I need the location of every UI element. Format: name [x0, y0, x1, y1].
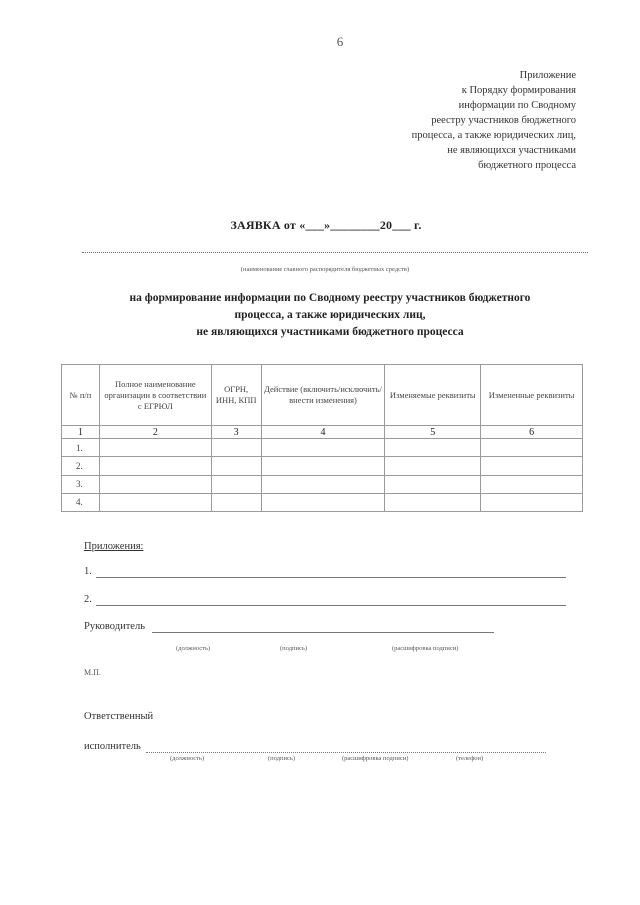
attachment-number: 1. — [84, 566, 92, 577]
column-header: Изменяемые реквизиты — [385, 365, 481, 426]
column-header: ОГРН, ИНН, КПП — [211, 365, 261, 426]
column-header: № п/п — [62, 365, 100, 426]
appendix-line: не являющихся участниками — [447, 145, 576, 156]
subtitle-line: не являющихся участниками бюджетного процесса — [196, 326, 464, 338]
column-number: 3 — [211, 426, 261, 439]
document-subtitle — [60, 290, 600, 341]
table-cell[interactable] — [481, 493, 583, 511]
appendix-line: информации по Сводному — [458, 100, 576, 111]
table-cell[interactable] — [211, 457, 261, 475]
stamp-placeholder: М.П. — [84, 668, 101, 677]
head-caption-position: (должность) — [176, 645, 211, 652]
appendix-line: бюджетного процесса — [478, 160, 576, 171]
attachment-number: 2. — [84, 594, 92, 605]
applicant-caption: (наименование главного распорядителя бюджетных средств) — [240, 266, 410, 273]
row-number: 1. — [62, 439, 100, 457]
column-header: Полное наименование организации в соответствии с ЕГРЮЛ — [99, 365, 211, 426]
table-header-row — [62, 365, 583, 426]
head-label: Руководитель — [84, 621, 145, 632]
table-cell[interactable] — [481, 439, 583, 457]
appendix-line: процесса, а также юридических лиц, — [411, 130, 576, 141]
table-cell[interactable] — [261, 457, 385, 475]
table-cell[interactable] — [385, 493, 481, 511]
table-cell[interactable] — [385, 439, 481, 457]
head-caption-signature: (подпись) — [280, 645, 307, 652]
page-number: 6 — [336, 34, 344, 49]
table-cell[interactable] — [385, 457, 481, 475]
table-cell[interactable] — [99, 457, 211, 475]
head-caption-name: (расшифровка подписи) — [392, 645, 459, 652]
column-number: 1 — [62, 426, 100, 439]
attachment-line[interactable] — [96, 577, 566, 578]
table-cell[interactable] — [261, 439, 385, 457]
executor-label: исполнитель — [84, 741, 141, 752]
row-number: 2. — [62, 457, 100, 475]
appendix-line: к Порядку формирования — [461, 85, 576, 96]
attachments-label: Приложения: — [84, 541, 144, 552]
attachment-line[interactable] — [96, 605, 566, 606]
table-cell[interactable] — [261, 493, 385, 511]
executor-caption-position: (должность) — [170, 755, 205, 762]
column-number: 6 — [481, 426, 583, 439]
table-cell[interactable] — [261, 475, 385, 493]
executor-caption-signature: (подпись) — [268, 755, 295, 762]
column-header: Измененные реквизиты — [481, 365, 583, 426]
executor-signature-line[interactable] — [146, 752, 546, 753]
table-cell[interactable] — [481, 475, 583, 493]
column-number: 5 — [385, 426, 481, 439]
table-cell[interactable] — [481, 457, 583, 475]
column-number: 2 — [99, 426, 211, 439]
table-cell[interactable] — [385, 475, 481, 493]
table-row — [62, 475, 583, 493]
row-number: 3. — [62, 475, 100, 493]
table-cell[interactable] — [99, 439, 211, 457]
table-row — [62, 457, 583, 475]
appendix-reference — [316, 68, 576, 173]
subtitle-line: процесса, а также юридических лиц, — [234, 309, 426, 321]
column-header: Действие (включить/исключить/ внести изменения) — [261, 365, 385, 426]
table-cell[interactable] — [211, 439, 261, 457]
applicant-line — [82, 252, 588, 253]
head-signature-line[interactable] — [152, 632, 494, 633]
executor-label: Ответственный — [84, 711, 154, 722]
request-table — [61, 364, 583, 512]
executor-caption-name: (расшифровка подписи) — [342, 755, 409, 762]
subtitle-line: на формирование информации по Сводному реестру участников бюджетного — [129, 292, 531, 304]
executor-caption-phone: (телефон) — [456, 755, 484, 762]
row-number: 4. — [62, 493, 100, 511]
column-number: 4 — [261, 426, 385, 439]
table-cell[interactable] — [211, 475, 261, 493]
table-row — [62, 493, 583, 511]
table-cell[interactable] — [211, 493, 261, 511]
document-title: ЗАЯВКА от «___»________20___ г. — [230, 218, 422, 232]
appendix-line: Приложение — [519, 70, 576, 81]
table-cell[interactable] — [99, 475, 211, 493]
table-cell[interactable] — [99, 493, 211, 511]
appendix-line: реестру участников бюджетного — [431, 115, 576, 126]
column-number-row — [62, 426, 583, 439]
table-row — [62, 439, 583, 457]
